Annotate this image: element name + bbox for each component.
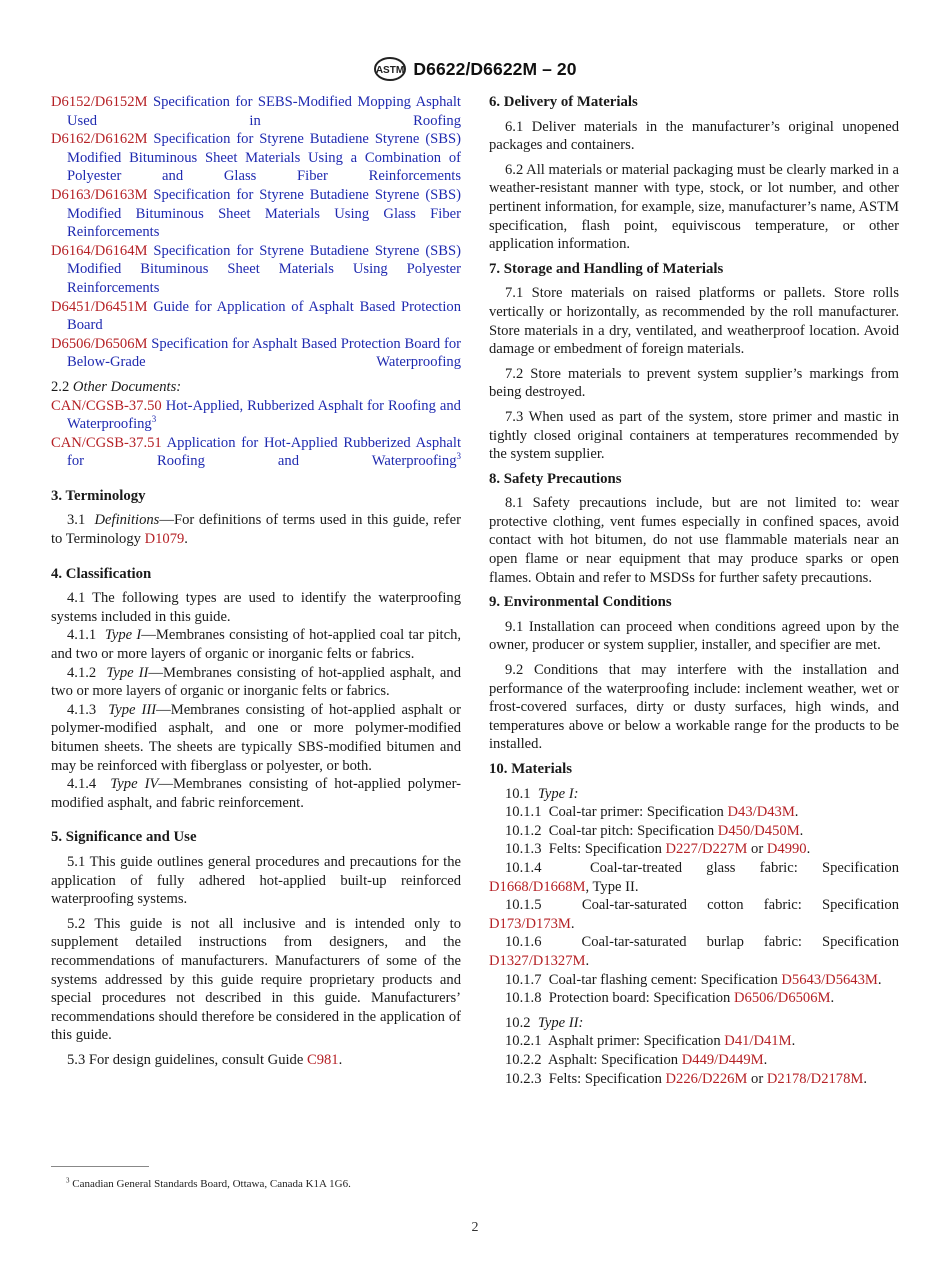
reference-link[interactable]: D1327/D1327M	[489, 952, 586, 969]
footnote-marker: 3	[66, 1176, 70, 1185]
paragraph-4-1-2: 4.1.2 Type II—Membranes consisting of hot-applied asphalt, and two or more layers of organic or inorganic felts or fabrics.	[51, 664, 462, 700]
section-heading-significance: 5. Significance and Use	[51, 829, 197, 846]
reference-link[interactable]: D6163/D6163M	[51, 186, 148, 203]
footnote-marker: 3	[456, 451, 461, 462]
right-column	[489, 93, 899, 1088]
footnote	[66, 1178, 351, 1190]
paragraph-7-1: 7.1 Store materials on raised platforms or pallets. Store rolls vertically or horizontally, as recommended by the roll manufacturer. Store materials in a dry, ventilated, and weatherproof location. Avoid damage or embedment of foreign materials.	[489, 285, 899, 358]
reference-link[interactable]: CAN/CGSB-37.50	[51, 397, 162, 414]
footnote-marker: 3	[151, 414, 157, 425]
paragraph-4-1-4: 4.1.4 Type IV—Membranes consisting of hot-applied polymer-modified asphalt, and fabric reinforcement.	[51, 776, 461, 811]
reference-link[interactable]: D6164/D6164M	[51, 242, 148, 259]
reference-entry	[51, 434, 461, 471]
paragraph-10-2-2: 10.2.2 Asphalt: Specification D449/D449M.	[505, 1051, 768, 1068]
paragraph-4-1-1: 4.1.1 Type I—Membranes consisting of hot-applied coal tar pitch, and two or more layers of organic or inorganic felts or fabrics.	[51, 627, 462, 663]
reference-link[interactable]: D1668/D1668M	[489, 878, 586, 895]
page-number: 2	[471, 1220, 479, 1235]
reference-link[interactable]: D449/D449M	[681, 1051, 764, 1068]
paragraph-10-2-1: 10.2.1 Asphalt primer: Specification D41/D41M.	[505, 1033, 796, 1050]
paragraph-5-2: 5.2 This guide is not all inclusive and is intended only to supplement detailed instructions from designers, and the recommendations of manufacturers. Manufacturers of some of the systems addressed by this guide require proprietary products and special procedures not described in this guide. Manufacturers’ recommendations should therefore be considered in the application of this guide.	[51, 915, 461, 1044]
footnote-text: Canadian General Standards Board, Ottawa, Canada K1A 1G6.	[72, 1178, 351, 1190]
paragraph-10-1-7: 10.1.7 Coal-tar flashing cement: Specification D5643/D5643M.	[505, 971, 882, 988]
footnote-divider	[51, 1166, 149, 1167]
reference-link[interactable]: C981	[306, 1051, 339, 1068]
left-column	[51, 93, 461, 1070]
paragraph-10-1-1: 10.1.1 Coal-tar primer: Specification D43/D43M.	[505, 804, 799, 821]
reference-entry	[51, 130, 461, 186]
svg-text:ASTM: ASTM	[376, 65, 405, 76]
other-documents-heading: 2.2 Other Documents:	[51, 378, 182, 395]
paragraph-5-1: 5.1 This guide outlines general procedures and precautions for the application of fully adhered hot-applied built-up reinforced waterproofing systems.	[51, 853, 461, 908]
paragraph-9-2: 9.2 Conditions that may interfere with the installation and performance of the waterproofing include: inclement weather, wet or frost-covered surfaces, dirty or dusty surfaces, high winds, and temperatures above or below a workable range for the products to be installed.	[489, 662, 899, 753]
reference-title[interactable]: Specification for SEBS-Modified Mopping Asphalt Used in Roofing	[67, 94, 461, 129]
section-heading-storage: 7. Storage and Handling of Materials	[489, 260, 724, 277]
paragraph-10-1-5: 10.1.5 Coal-tar-saturated cotton fabric: Specification D173/D173M.	[489, 897, 899, 932]
paragraph-5-3: 5.3 For design guidelines, consult Guide C981.	[67, 1051, 343, 1068]
reference-link[interactable]: D227/D227M	[665, 841, 748, 858]
paragraph-4-1-3: 4.1.3 Type III—Membranes consisting of hot-applied asphalt or polymer-modified asphalt, and one or more polymer-modified bitumen sheets. The sheets are typically SBS-modified bitumen and may be reinforced with fiberglass or polyester, or both.	[51, 701, 462, 774]
paragraph-8-1: 8.1 Safety precautions include, but are not limited to: wear protective clothing, vent fumes especially in confined spaces, avoid contact with hot bitumen, do not use flammable materials near an open flame or near equipment that may produce sparks or open flames. Obtain and refer to MSDSs for further safety precautions.	[489, 495, 899, 586]
paragraph-10-2-3: 10.2.3 Felts: Specification D226/D226M or D2178/D2178M.	[505, 1070, 868, 1087]
reference-entry	[51, 93, 461, 130]
page-header	[0, 56, 950, 84]
reference-entry	[51, 397, 461, 434]
reference-link[interactable]: CAN/CGSB-37.51	[51, 434, 162, 451]
paragraph-6-1: 6.1 Deliver materials in the manufacturer’s original unopened packages and containers.	[489, 118, 899, 154]
reference-link[interactable]: D6152/D6152M	[51, 94, 148, 110]
document-designation: D6622/D6622M – 20	[413, 58, 577, 79]
paragraph-10-1: 10.1 Type I:	[505, 785, 579, 802]
paragraph-4-1: 4.1 The following types are used to identify the waterproofing systems included in this guide.	[51, 590, 461, 625]
reference-link[interactable]: D4990	[766, 841, 807, 858]
section-heading-classification: 4. Classification	[51, 565, 152, 582]
section-heading-delivery: 6. Delivery of Materials	[489, 94, 638, 110]
reference-entry	[51, 186, 461, 242]
reference-title[interactable]: Guide for Application of Asphalt Based Protection Board	[67, 298, 461, 334]
reference-link[interactable]: D6506/D6506M	[734, 990, 831, 1007]
reference-title[interactable]: Hot-Applied, Rubberized Asphalt for Roofing and Waterproofing	[67, 397, 461, 433]
paragraph-10-1-3: 10.1.3 Felts: Specification D227/D227M or D4990.	[505, 841, 811, 858]
section-heading-materials: 10. Materials	[489, 761, 573, 777]
reference-title[interactable]: Specification for Styrene Butadiene Styrene (SBS) Modified Bituminous Sheet Materials Using Polyester Reinforcements	[67, 242, 461, 296]
reference-link[interactable]: D173/D173M	[489, 915, 571, 932]
reference-link[interactable]: D6506/D6506M	[51, 335, 148, 352]
reference-link[interactable]: D6451/D6451M	[51, 298, 148, 315]
reference-entry	[51, 242, 461, 298]
paragraph-10-1-6: 10.1.6 Coal-tar-saturated burlap fabric: Specification D1327/D1327M.	[489, 934, 899, 969]
paragraph-7-2: 7.2 Store materials to prevent system supplier’s markings from being destroyed.	[489, 365, 899, 401]
reference-entry	[51, 335, 461, 372]
reference-title[interactable]: Application for Hot-Applied Rubberized Asphalt for Roofing and Waterproofing	[67, 434, 462, 470]
paragraph-6-2: 6.2 All materials or material packaging must be clearly marked in a weather-resistant manner with type, stock, or lot number, and other pertinent information, for example, size, manufacturer’s name, ASTM specification, flash point, equiviscous temperature, or other application information.	[489, 161, 899, 253]
paragraph-7-3: 7.3 When used as part of the system, store primer and mastic in tightly closed original containers at temperatures recommended by the system supplier.	[489, 408, 899, 463]
referenced-documents-list	[51, 93, 461, 372]
reference-link[interactable]: D226/D226M	[665, 1070, 748, 1087]
section-heading-terminology: 3. Terminology	[51, 487, 146, 504]
reference-title[interactable]: Specification for Styrene Butadiene Styrene (SBS) Modified Bituminous Sheet Materials Using Glass Fiber Reinforcements	[67, 186, 461, 241]
paragraph-10-2: 10.2 Type II:	[505, 1014, 584, 1031]
paragraph-9-1: 9.1 Installation can proceed when conditions agreed upon by the owner, producer or system supplier, installer, and specifier are met.	[489, 618, 899, 654]
astm-logo-icon	[373, 56, 407, 82]
reference-link[interactable]: D1079	[144, 531, 185, 548]
reference-link[interactable]: D2178/D2178M	[766, 1070, 864, 1087]
reference-link[interactable]: D6162/D6162M	[51, 131, 148, 148]
reference-title[interactable]: Specification for Asphalt Based Protection Board for Below-Grade Waterproofing	[67, 335, 461, 371]
reference-link[interactable]: D41/D41M	[724, 1033, 792, 1050]
reference-link[interactable]: D450/D450M	[717, 822, 800, 839]
section-heading-safety: 8. Safety Precautions	[489, 470, 622, 487]
reference-entry	[51, 298, 461, 335]
reference-link[interactable]: D5643/D5643M	[781, 971, 878, 988]
section-heading-environmental: 9. Environmental Conditions	[489, 594, 672, 611]
paragraph-3-1: 3.1 Definitions—For definitions of terms used in this guide, refer to Terminology D1079.	[51, 512, 461, 548]
reference-title[interactable]: Specification for Styrene Butadiene Styrene (SBS) Modified Bituminous Sheet Materials Using a Combination of Polyester and Glass Fiber Reinforcements	[67, 131, 461, 185]
paragraph-10-1-2: 10.1.2 Coal-tar pitch: Specification D450/D450M.	[505, 822, 804, 839]
paragraph-10-1-4: 10.1.4 Coal-tar-treated glass fabric: Specification D1668/D1668M, Type II.	[489, 859, 899, 895]
paragraph-10-1-8: 10.1.8 Protection board: Specification D6506/D6506M.	[505, 990, 835, 1007]
reference-link[interactable]: D43/D43M	[727, 804, 795, 821]
